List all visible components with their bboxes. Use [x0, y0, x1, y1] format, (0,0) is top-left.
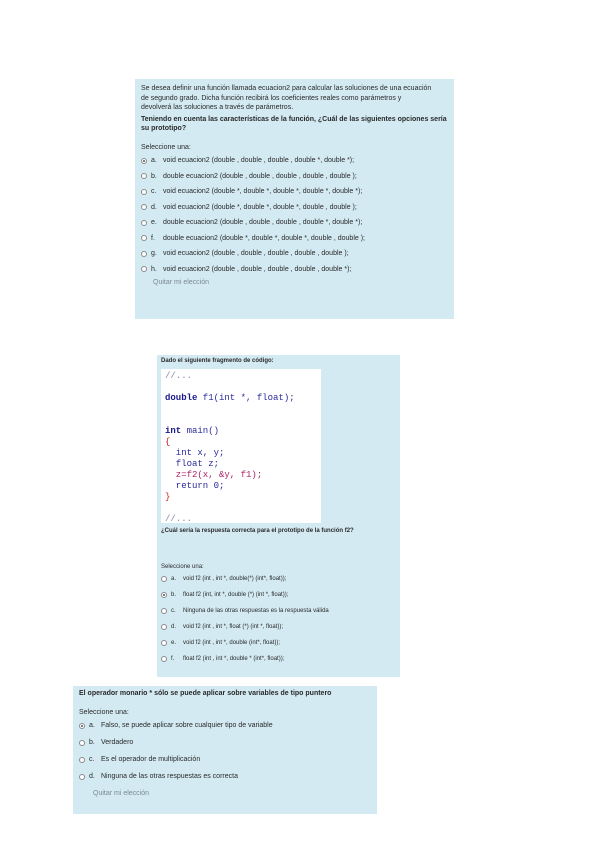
q3-option-b[interactable]: b. Verdadero	[79, 738, 371, 747]
option-text: Es el operador de multiplicación	[101, 756, 201, 763]
q2-question: ¿Cuál sería la respuesta correcta para el prototipo de la función f2?	[161, 528, 354, 534]
q1-clear-choice-link[interactable]: Quitar mi elección	[153, 279, 210, 286]
radio-icon[interactable]	[141, 173, 147, 179]
option-text: Falso, se puede aplicar sobre cualquier tipo de variable	[101, 722, 273, 729]
q2-option-f[interactable]: f. float f2 (int , int *, double * (int*, float));	[161, 655, 396, 663]
option-text: void ecuacion2 (double , double , double , double *, double *);	[163, 157, 355, 164]
option-text: void ecuacion2 (double *, double *, double *, double , double );	[163, 203, 357, 211]
q2-option-b[interactable]: b. float f2 (int, int *, double (*) (int *, float));	[161, 591, 396, 599]
q3-question: El operador monario * sólo se puede aplicar sobre variables de tipo puntero	[79, 690, 332, 697]
radio-icon[interactable]	[161, 656, 167, 662]
code-line: z=f2(x, &y, f1);	[165, 470, 263, 480]
q2-select-label: Seleccione una:	[161, 564, 204, 570]
code-line	[165, 503, 317, 514]
q1-question: Teniendo en cuenta las características de la función, ¿Cuál de las siguientes opciones sería su prototipo?	[141, 115, 447, 132]
option-text: double ecuacion2 (double , double , double , double *, double *);	[163, 219, 363, 226]
radio-icon[interactable]	[141, 235, 147, 241]
q2-intro: Dado el siguiente fragmento de código:	[161, 358, 274, 364]
code-line	[165, 415, 317, 426]
q1-statement-line: Se desea definir una función llamada ecuacion2 para calcular las soluciones de una ecuación	[141, 85, 432, 92]
question-1-panel	[135, 79, 454, 319]
q3-option-c[interactable]: c. Es el operador de multiplicación	[79, 755, 371, 764]
option-text: Verdadero	[101, 739, 134, 746]
q1-option-b[interactable]: b. double ecuacion2 (double , double , double , double , double );	[141, 172, 448, 182]
radio-icon[interactable]	[79, 774, 85, 780]
option-text: float f2 (int , int *, double * (int*, float));	[183, 656, 285, 662]
option-text: Ninguna de las otras respuestas es la respuesta válida	[183, 608, 329, 614]
option-text: Ninguna de las otras respuestas es correcta	[101, 773, 238, 780]
q2-option-d[interactable]: d. void f2 (int , int *, float (*) (int *, float));	[161, 623, 396, 631]
option-text: void f2 (int , int *, double (int*, float));	[183, 640, 281, 646]
q1-option-a[interactable]: a. void ecuacion2 (double , double , double , double *, double *);	[141, 156, 448, 166]
radio-icon[interactable]	[141, 220, 147, 226]
q3-option-a[interactable]: a. Falso, se puede aplicar sobre cualquier tipo de variable	[79, 721, 371, 730]
radio-icon[interactable]	[141, 266, 147, 272]
option-text: void ecuacion2 (double *, double *, double *, double *, double *);	[163, 188, 363, 195]
code-line: float z;	[165, 459, 220, 469]
question-2-panel	[157, 355, 400, 677]
option-text: double ecuacion2 (double *, double *, double *, double , double );	[163, 234, 365, 242]
radio-icon[interactable]	[79, 757, 85, 763]
code-line: //...	[165, 514, 193, 524]
code-line: int x, y;	[165, 448, 225, 458]
q1-option-c[interactable]: c. void ecuacion2 (double *, double *, double *, double *, double *);	[141, 187, 448, 197]
option-text: double ecuacion2 (double , double , double , double , double );	[163, 172, 357, 180]
radio-icon[interactable]	[141, 251, 147, 257]
q1-statement-line: devolverá las soluciones a través de parámetros.	[141, 104, 294, 111]
code-snippet	[161, 369, 321, 523]
code-line: double f1(int *, float);	[165, 393, 295, 403]
q1-statement-line: de segundo grado. Dicha función recibirá los coeficientes reales como parámetros y	[141, 94, 402, 102]
radio-icon[interactable]	[161, 624, 167, 630]
option-text: void f2 (int , int *, float (*) (int *, float));	[183, 624, 284, 630]
question-3-panel	[73, 686, 377, 814]
q1-select-label: Seleccione una:	[141, 143, 191, 151]
q1-option-h[interactable]: h. void ecuacion2 (double , double , double , double , double *);	[141, 265, 448, 275]
q1-option-d[interactable]: d. void ecuacion2 (double *, double *, double *, double , double );	[141, 203, 448, 213]
option-text: void f2 (int , int *, double(*) (int*, float));	[183, 576, 287, 582]
q2-option-a[interactable]: a. void f2 (int , int *, double(*) (int*, float));	[161, 575, 396, 583]
radio-icon[interactable]	[79, 740, 85, 746]
q2-option-c[interactable]: c. Ninguna de las otras respuestas es la respuesta válida	[161, 607, 396, 615]
code-line: int main()	[165, 426, 220, 436]
radio-selected-icon[interactable]	[161, 592, 167, 598]
q1-option-g[interactable]: g. void ecuacion2 (double , double , double , double , double );	[141, 249, 448, 259]
option-text: void ecuacion2 (double , double , double , double , double *);	[163, 265, 352, 273]
option-text: void ecuacion2 (double , double , double , double , double );	[163, 250, 349, 257]
code-line	[165, 382, 317, 393]
code-line: {	[165, 437, 171, 447]
q3-option-d[interactable]: d. Ninguna de las otras respuestas es correcta	[79, 772, 371, 781]
q1-option-e[interactable]: e. double ecuacion2 (double , double , double , double *, double *);	[141, 218, 448, 228]
q2-option-e[interactable]: e. void f2 (int , int *, double (int*, float));	[161, 639, 396, 647]
radio-icon[interactable]	[161, 640, 167, 646]
radio-icon[interactable]	[141, 189, 147, 195]
q3-clear-choice-link[interactable]: Quitar mi elección	[93, 790, 150, 797]
code-line: //...	[165, 371, 193, 381]
radio-icon[interactable]	[141, 204, 147, 210]
option-text: float f2 (int, int *, double (*) (int *, float));	[183, 592, 289, 598]
radio-icon[interactable]	[161, 608, 167, 614]
q1-statement	[141, 84, 448, 113]
code-line: return 0;	[165, 481, 225, 491]
code-line	[165, 404, 317, 415]
radio-selected-icon[interactable]	[141, 158, 147, 164]
q3-select-label: Seleccione una:	[79, 709, 129, 716]
q1-option-f[interactable]: f. double ecuacion2 (double *, double *, double *, double , double );	[141, 234, 448, 244]
radio-selected-icon[interactable]	[79, 723, 85, 729]
radio-icon[interactable]	[161, 576, 167, 582]
code-line: }	[165, 492, 171, 502]
